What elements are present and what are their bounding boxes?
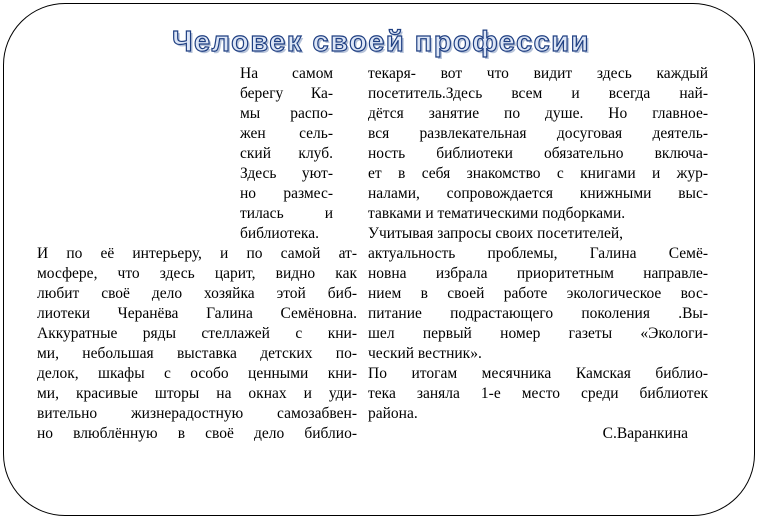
left-column-line: Здесь уют-: [240, 165, 333, 182]
left-column-line: ский клуб.: [240, 145, 333, 162]
right-column-line: актуальность проблемы, Галина Семё-: [368, 245, 708, 262]
right-column-line: Учитывая запросы своих посетителей,: [368, 225, 624, 242]
left-column-line: любит своё дело хозяйка этой биб-: [37, 285, 357, 302]
left-column-line: тилась и: [240, 205, 333, 222]
right-column-line: посетитель.Здесь всем и всегда най-: [368, 85, 708, 102]
right-column-line: ность библиотеки обязательно включа-: [368, 145, 708, 162]
left-column-line: но размес-: [240, 185, 333, 202]
right-column-line: района.: [368, 405, 418, 422]
right-column-line: нием в своей работе экологическое вос-: [368, 285, 708, 302]
right-column-line: шел первый номер газеты «Экологи-: [368, 325, 708, 342]
right-column-line: ческий вестник».: [368, 345, 482, 362]
right-column-line: текаря- вот что видит здесь каждый: [368, 65, 708, 82]
left-column-line: ми, небольшая выставка детских по-: [37, 345, 357, 362]
left-column-line: На самом: [240, 65, 333, 82]
right-column-line: дётся занятие по душе. Но главное-: [368, 105, 708, 122]
right-column-line: ет в себя знакомство с книгами и жур-: [368, 165, 708, 182]
left-column-line: но влюблённую в своё дело библио-: [37, 425, 357, 442]
left-column-line: делок, шкафы с особо ценными кни-: [37, 365, 357, 382]
signature: С.Варанкина: [602, 425, 688, 442]
left-column-line: библиотека.: [240, 225, 319, 242]
article-title: Человек своей профессии: [172, 26, 590, 58]
right-column-line: По итогам месячника Камская библио-: [368, 365, 708, 382]
right-column-line: новна избрала приоритетным направле-: [368, 265, 708, 282]
left-column-line: жен сель-: [240, 125, 333, 142]
right-column-line: налами, сопровождается книжными выс-: [368, 185, 708, 202]
left-column-line: мосфере, что здесь царит, видно как: [37, 265, 357, 282]
left-column-line: берегу Ка-: [240, 85, 333, 102]
left-column-line: вительно жизнерадостную самозабвен-: [37, 405, 357, 422]
right-column-line: питание подрастающего поколения .Вы-: [368, 305, 708, 322]
right-column-line: тека заняла 1-е место среди библиотек: [368, 385, 708, 402]
right-column-line: тавками и тематическими подборками.: [368, 205, 626, 222]
right-column-line: вся развлекательная досуговая деятель-: [368, 125, 708, 142]
left-column-line: Аккуратные ряды стеллажей с кни-: [37, 325, 357, 342]
left-column-line: мы распо-: [240, 105, 333, 122]
left-column-line: И по её интерьеру, и по самой ат-: [37, 245, 357, 262]
left-column-line: лиотеки Черанёва Галина Семёновна.: [37, 305, 357, 322]
left-column-line: ми, красивые шторы на окнах и уди-: [37, 385, 357, 402]
